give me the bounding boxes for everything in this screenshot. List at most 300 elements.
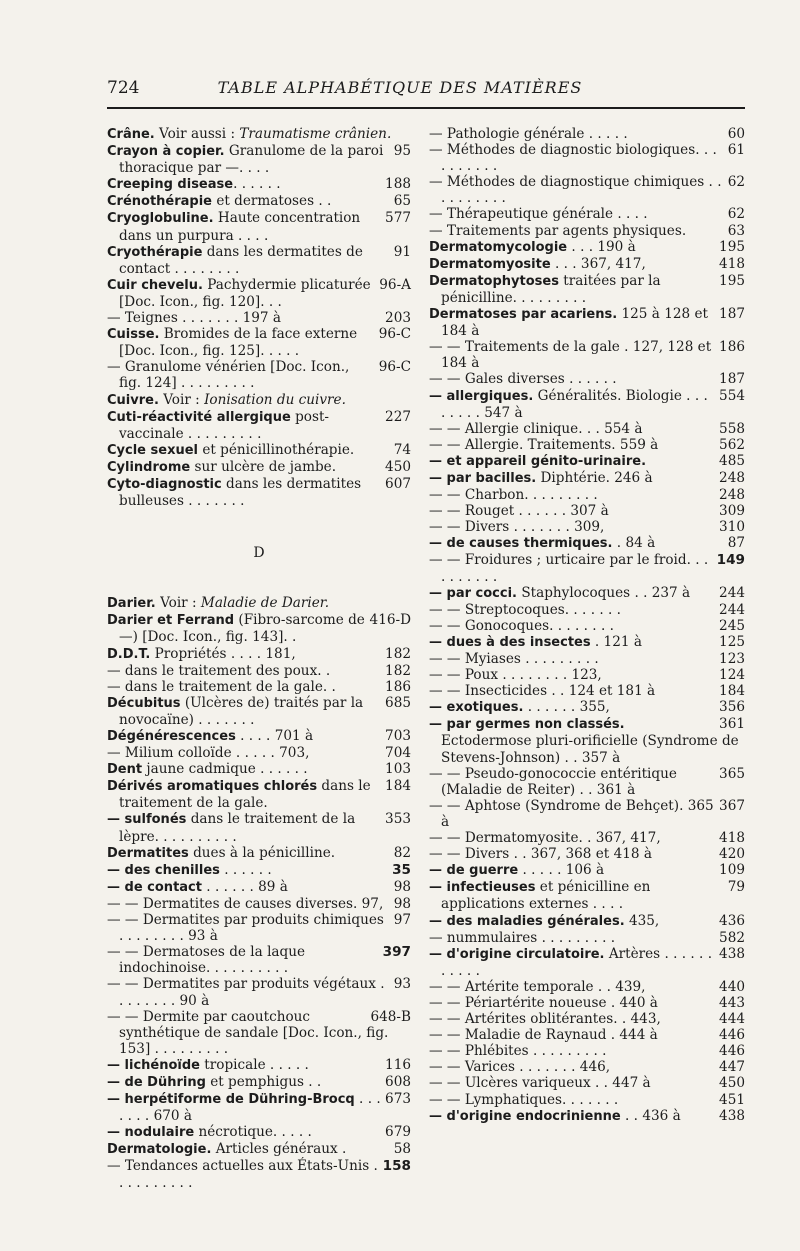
entry-text: post-vaccinale . . . . . . . . .: [119, 408, 330, 442]
index-entry: [107, 310, 411, 326]
entry-page: 356: [719, 699, 745, 716]
running-title: TABLE ALPHABÉTIQUE DES MATIÈRES: [217, 78, 583, 97]
entry-text: Bromides de la face externe [Doc. Icon., fig. 125]. . . . .: [119, 326, 358, 360]
entry-text: — — Ulcères variqueux . . 447 à: [429, 1075, 651, 1092]
entry-page: 248: [719, 469, 745, 486]
entry-text: — Milium colloïde . . . . . 703,: [107, 745, 310, 762]
index-entry: [429, 683, 745, 699]
entry-page: 577: [385, 210, 411, 227]
entry-page: 93: [393, 976, 411, 993]
entry-page: 679: [385, 1124, 411, 1141]
entry-text: . . . . . . . 670 à: [119, 1091, 381, 1125]
entry-heading: — d'origine circulatoire.: [429, 946, 605, 962]
entry-page: 58: [393, 1141, 411, 1158]
entry-page: 98: [393, 895, 411, 912]
entry-heading: Dermatites: [107, 845, 189, 861]
entry-heading: Crayon à copier.: [107, 144, 225, 160]
entry-text: et pénicilline en applications externes . . . .: [441, 879, 651, 913]
entry-text: — — Gales diverses . . . . . .: [429, 371, 617, 388]
entry-text: Voir :: [158, 391, 205, 408]
entry-page: 554: [719, 387, 745, 404]
index-entry: [107, 409, 411, 442]
section-letter: D: [253, 545, 265, 562]
index-entry: [429, 651, 745, 667]
entry-page: 103: [385, 761, 411, 778]
index-entry: [107, 1091, 411, 1124]
index-entry: [107, 1124, 411, 1141]
entry-heading: Décubitus: [107, 695, 181, 711]
entry-text: . . . 190 à: [567, 238, 636, 255]
entry-text: . . . . . . 89 à: [201, 878, 288, 895]
entry-heading: Cuisse.: [107, 327, 160, 343]
entry-heading: Cycle sexuel: [107, 442, 198, 458]
index-entry: [429, 667, 745, 683]
entry-page: 704: [385, 745, 411, 762]
entry-text: — — Varices . . . . . . . 446,: [429, 1059, 611, 1076]
entry-text: — Méthodes de diagnostic biologiques. . . . . . . . . .: [429, 142, 717, 175]
entry-page: 418: [719, 255, 745, 272]
entry-page: 61: [727, 142, 745, 159]
entry-heading: Cryoglobuline.: [107, 211, 214, 227]
entry-heading: Dérivés aromatiques chlorés: [107, 779, 318, 795]
index-entry: [107, 1158, 411, 1190]
page-number: 724: [107, 78, 140, 98]
entry-page: 87: [727, 535, 745, 552]
entry-heading: Dent: [107, 762, 143, 778]
index-entry: [429, 946, 745, 979]
entry-heading: — infectieuses: [429, 880, 536, 896]
entry-page: 186: [385, 678, 411, 695]
entry-page: 187: [719, 371, 745, 388]
entry-heading: — des chenilles: [107, 862, 220, 878]
index-entry: [107, 244, 411, 277]
entry-page: 562: [719, 436, 745, 453]
entry-text: — — Allergie clinique. . . 554 à: [429, 420, 643, 437]
index-entry: [107, 476, 411, 509]
entry-page: 309: [719, 503, 745, 520]
index-entry: [107, 695, 411, 728]
entry-page: 195: [719, 238, 745, 255]
index-entry: [429, 716, 745, 765]
entry-page: 65: [393, 193, 411, 210]
entry-text: — — Streptocoques. . . . . . .: [429, 601, 621, 618]
entry-page: 438: [719, 945, 745, 962]
index-entry: [429, 585, 745, 602]
entry-heading: Dermatomycologie: [429, 239, 568, 255]
entry-page: 703: [385, 728, 411, 744]
entry-page: 63: [727, 222, 745, 239]
index-entry: [107, 862, 411, 879]
entry-page: 582: [719, 929, 745, 946]
entry-text: — dans le traitement des poux. .: [107, 662, 331, 679]
entry-text: — — Froidures ; urticaire par le froid. . . . . . . . . .: [429, 552, 709, 585]
entry-text: (Ulcères de) traités par la novocaïne) . . . . . . .: [119, 694, 364, 728]
entry-text: . . . 367, 417,: [550, 255, 646, 272]
entry-text: tropicale . . . . .: [199, 1056, 309, 1073]
entry-heading: D.D.T.: [107, 646, 151, 662]
entry-page: 203: [385, 310, 411, 327]
entry-text: Haute concentration dans un purpura . . . .: [119, 210, 361, 244]
entry-page: 116: [385, 1056, 411, 1073]
entry-text: — — Phlébites . . . . . . . . .: [429, 1043, 607, 1060]
entry-text: — — Allergie. Traitements. 559 à: [429, 436, 659, 453]
entry-heading: Dermatologie.: [107, 1142, 212, 1158]
entry-page: 182: [385, 645, 411, 662]
entry-page: 450: [385, 458, 411, 475]
index-entry: [429, 470, 745, 487]
entry-text: — — Gonocoques. . . . . . . .: [429, 617, 614, 634]
entry-text: et pénicillinothérapie.: [198, 441, 355, 458]
index-entry: [429, 273, 745, 306]
entry-page: 607: [385, 475, 411, 492]
entry-text: nécrotique. . . . .: [194, 1124, 312, 1141]
entry-text: et pemphigus . .: [205, 1073, 322, 1090]
entry-page: 310: [719, 519, 745, 536]
index-entry: [429, 1108, 745, 1125]
entry-page: 95: [393, 143, 411, 160]
entry-text: dans le traitement de la gale.: [119, 778, 371, 812]
entry-text: — — Artérite temporale . . 439,: [429, 978, 646, 995]
index-entry: [429, 618, 745, 634]
index-entry: [107, 912, 411, 944]
entry-page: 149: [716, 552, 745, 569]
index-entry: [429, 453, 745, 470]
entry-text: — — Divers . . 367, 368 et 418 à: [429, 846, 652, 863]
entry-page: 96-C: [378, 359, 411, 376]
index-entry: [107, 1074, 411, 1091]
index-entry: [429, 602, 745, 618]
entry-text: Staphylocoques . . 237 à: [517, 584, 691, 601]
entry-page: 443: [719, 994, 745, 1011]
entry-page: 227: [385, 408, 411, 425]
entry-page: 195: [719, 272, 745, 289]
index-entry: [107, 944, 411, 976]
index-entries-c: [107, 126, 411, 509]
entry-text: . . . . 701 à: [235, 728, 314, 744]
entry-text: — — Myiases . . . . . . . . .: [429, 651, 599, 667]
entry-heading: Creeping disease: [107, 177, 234, 193]
index-entry: [429, 306, 745, 339]
entry-page: 244: [719, 584, 745, 601]
entry-text: . 84 à: [612, 535, 656, 552]
entry-page: 367: [719, 797, 745, 814]
entry-page: 182: [385, 662, 411, 679]
index-entry: [429, 1075, 745, 1091]
entry-heading: — sulfonés: [107, 812, 187, 828]
index-entry: [107, 392, 411, 409]
entry-text: . . . . . .: [233, 176, 281, 193]
index-entry: [107, 879, 411, 896]
index-entry: [429, 421, 745, 437]
entry-text: — Granulome vénérien [Doc. Icon., fig. 124] . . . . . . . . .: [107, 359, 350, 392]
index-entry: [107, 976, 411, 1008]
index-entry: [107, 442, 411, 459]
entry-text: — Pathologie générale . . . . .: [429, 126, 628, 142]
index-entry: [107, 778, 411, 811]
entry-text: dues à la pénicilline.: [188, 844, 336, 861]
entry-page: 188: [385, 176, 411, 193]
index-entry: [107, 143, 411, 176]
index-entry: [107, 663, 411, 679]
entry-page: 158: [382, 1158, 411, 1175]
entry-page: 109: [719, 862, 745, 879]
index-entry: [429, 862, 745, 879]
index-entry: [107, 193, 411, 210]
index-entry: [107, 1009, 411, 1057]
entry-heading: — par bacilles.: [429, 470, 537, 486]
entry-heading: Cuti-réactivité allergique: [107, 409, 291, 425]
entry-page: 608: [385, 1073, 411, 1090]
entry-heading: Dermatoses par acariens.: [429, 307, 618, 323]
entry-page: 184: [385, 778, 411, 795]
entry-text: Propriétés . . . . 181,: [150, 645, 296, 662]
entry-page: 648-B: [370, 1008, 411, 1025]
entry-heading: Darier.: [107, 596, 156, 612]
entry-page: 420: [719, 846, 745, 863]
index-entry: [429, 830, 745, 846]
index-entry: [107, 595, 411, 612]
index-entry: [429, 388, 745, 421]
index-entry: [429, 634, 745, 651]
entry-text: . . 436 à: [620, 1107, 681, 1124]
entry-heading: Dermatomyosite: [429, 256, 551, 272]
entry-heading: Darier et Ferrand: [107, 613, 235, 629]
index-entry: [429, 1092, 745, 1108]
index-entries-d: [107, 595, 411, 1190]
entry-page: 418: [719, 830, 745, 847]
entry-text: (Fibro-sarcome de —) [Doc. Icon., fig. 143]. .: [119, 612, 365, 646]
entry-text: — Méthodes de diagnostique chimiques . . . . . . . . . .: [429, 174, 722, 207]
entry-text: — — Divers . . . . . . . 309,: [429, 519, 605, 536]
entry-page: 416-D: [369, 612, 411, 629]
index-entry: [429, 519, 745, 535]
entry-page: 35: [392, 861, 411, 878]
index-entry: [429, 699, 745, 716]
entry-page: 74: [393, 441, 411, 458]
index-entry: [429, 930, 745, 946]
entry-text: — — Insecticides . . 124 et 181 à: [429, 683, 656, 700]
entry-heading: — dues à des insectes: [429, 634, 591, 650]
index-entry: [107, 1057, 411, 1074]
entry-heading: — de guerre: [429, 863, 519, 879]
entry-page: 125: [719, 633, 745, 650]
index-entry: [429, 223, 745, 239]
index-entry: [107, 176, 411, 193]
index-entry: [107, 126, 411, 143]
index-entry: [429, 913, 745, 930]
index-entry: [429, 487, 745, 503]
entry-heading: — nodulaire: [107, 1125, 195, 1141]
index-entry: [429, 979, 745, 995]
entry-page: 124: [719, 667, 745, 684]
entry-page: 248: [719, 487, 745, 504]
index-entry: [429, 846, 745, 862]
entry-heading: — et appareil génito-urinaire.: [429, 453, 647, 469]
entry-page: 673: [385, 1091, 411, 1108]
index-entries-right: [429, 126, 745, 1125]
entry-text: — — Rouget . . . . . . 307 à: [429, 503, 609, 520]
entry-page: 184: [719, 683, 745, 700]
index-entry: [107, 745, 411, 761]
index-entry: [429, 142, 745, 174]
entry-heading: Cylindrome: [107, 459, 191, 475]
entry-text: — Tendances actuelles aux États-Unis . . . . . . . . . .: [107, 1158, 378, 1191]
entry-text: — — Lymphatiques. . . . . . .: [429, 1091, 619, 1108]
index-entry: [107, 679, 411, 695]
entry-page: 438: [719, 1107, 745, 1124]
entry-page: 446: [719, 1043, 745, 1060]
entry-heading: — exotiques.: [429, 700, 524, 716]
entry-text: — Teignes . . . . . . . 197 à: [107, 310, 281, 327]
index-entry: [429, 1011, 745, 1027]
entry-text: — — Pseudo-gonococcie entéritique (Maladie de Reiter) . . 361 à: [429, 765, 677, 798]
entry-page: 397: [382, 944, 411, 961]
entry-page: 123: [719, 651, 745, 667]
entry-page: 244: [719, 601, 745, 618]
entry-page: 361: [719, 716, 745, 733]
entry-page: 79: [727, 879, 745, 896]
entry-reference: Ionisation du cuivre.: [204, 391, 346, 408]
entry-text: — — Maladie de Raynaud . 444 à: [429, 1027, 658, 1044]
index-entry: [429, 1027, 745, 1043]
entry-text: — — Poux . . . . . . . . 123,: [429, 667, 602, 684]
entry-page: 96-A: [379, 276, 411, 293]
index-entry: [429, 535, 745, 552]
entry-text: — — Traitements de la gale . 127, 128 et 184 à: [429, 339, 712, 372]
entry-page: 451: [719, 1091, 745, 1108]
entry-text: 435,: [624, 912, 660, 929]
index-entry: [429, 798, 745, 830]
entry-heading: — d'origine endocrinienne: [429, 1108, 621, 1124]
entry-page: 62: [727, 174, 745, 191]
entry-heading: — de causes thermiques.: [429, 536, 613, 552]
entry-text: et dermatoses . .: [212, 193, 332, 210]
index-entry: [107, 210, 411, 243]
entry-reference: Traumatisme crânien.: [239, 126, 392, 142]
entry-text: Articles généraux .: [211, 1141, 347, 1158]
index-entry: [429, 1059, 745, 1075]
entry-text: — nummulaires . . . . . . . . .: [429, 929, 616, 946]
entry-text: traitées par la pénicilline. . . . . . . . .: [441, 272, 661, 306]
entry-text: Voir :: [155, 595, 201, 612]
entry-heading: Dégénérescences: [107, 729, 236, 744]
entry-heading: — de contact: [107, 879, 202, 895]
entry-text: — — Charbon. . . . . . . . .: [429, 487, 598, 504]
index-entry: [107, 612, 411, 645]
entry-page: 82: [393, 844, 411, 861]
entry-heading: Cuir chevelu.: [107, 277, 203, 293]
entry-text: Granulome de la paroi thoracique par —. . . .: [119, 143, 384, 177]
entry-page: 447: [719, 1059, 745, 1076]
entry-text: — Thérapeutique générale . . . .: [429, 206, 648, 223]
entry-page: 440: [719, 978, 745, 995]
entry-text: — — Dermatites de causes diverses. 97,: [107, 895, 384, 912]
entry-heading: Cuivre.: [107, 392, 159, 408]
entry-heading: — allergiques.: [429, 388, 534, 404]
entry-text: dans le traitement de la lèpre. . . . . . . . . .: [119, 811, 356, 845]
entry-page: 365: [719, 765, 745, 782]
entry-text: dans les dermatites de contact . . . . . . . .: [119, 243, 363, 277]
entry-page: 485: [719, 452, 745, 469]
entry-text: 125 à 128 et 184 à: [441, 306, 708, 340]
entry-heading: — des maladies générales.: [429, 913, 625, 929]
entry-heading: — herpétiforme de Dühring-Brocq: [107, 1092, 355, 1108]
entry-page: 96-C: [378, 326, 411, 343]
index-entry: [429, 256, 745, 273]
index-column-right: [429, 126, 745, 1125]
entry-text: dans les dermatites bulleuses . . . . . . .: [119, 475, 362, 510]
index-entry: [107, 845, 411, 862]
index-entry: [107, 359, 411, 391]
entry-page: 98: [393, 878, 411, 895]
entry-page: 444: [719, 1011, 745, 1028]
index-entry: [429, 206, 745, 222]
entry-heading: Cryothérapie: [107, 244, 203, 260]
index-entry: [429, 503, 745, 519]
entry-page: 436: [719, 912, 745, 929]
entry-text: — — Dermatites par produits chimiques . . . . . . . . 93 à: [107, 912, 384, 945]
entry-page: 446: [719, 1027, 745, 1044]
entry-text: jaune cadmique . . . . . .: [142, 761, 308, 778]
header-rule: [107, 107, 745, 109]
entry-text: — — Artérites oblitérantes. . 443,: [429, 1011, 661, 1028]
entry-page: 187: [719, 306, 745, 323]
index-entry: [429, 879, 745, 912]
entry-heading: — par cocci.: [429, 585, 517, 601]
entry-heading: Crâne.: [107, 127, 155, 142]
entry-page: 245: [719, 617, 745, 634]
entry-page: 450: [719, 1075, 745, 1092]
entry-text: Ectodermose pluri-orificielle (Syndrome de Stevens-Johnson) . . 357 à: [441, 733, 739, 766]
index-entry: [429, 995, 745, 1011]
index-entry: [107, 1141, 411, 1158]
entry-page: 685: [385, 694, 411, 711]
entry-page: 186: [719, 339, 745, 356]
index-entry: [429, 339, 745, 371]
entry-text: Voir aussi :: [154, 126, 240, 142]
index-entry: [429, 437, 745, 453]
entry-text: — dans le traitement de la gale. .: [107, 678, 336, 695]
entry-text: . . . . . 106 à: [518, 862, 605, 879]
entry-text: — — Aphtose (Syndrome de Behçet). 365 à: [429, 797, 714, 830]
index-entry: [429, 1043, 745, 1059]
entry-heading: — par germes non classés.: [429, 717, 625, 733]
index-entry: [107, 761, 411, 778]
entry-text: Généralités. Biologie . . . . . . . . 547 à: [441, 387, 708, 421]
entry-heading: — de Dühring: [107, 1074, 206, 1090]
entry-text: sur ulcère de jambe.: [190, 458, 337, 475]
index-entry: [429, 371, 745, 387]
entry-text: . 121 à: [590, 633, 642, 650]
index-entry: [107, 277, 411, 310]
entry-heading: Crénothérapie: [107, 194, 213, 210]
index-entry: [107, 896, 411, 912]
index-column-left: [107, 126, 411, 1191]
entry-heading: Cyto-diagnostic: [107, 476, 222, 492]
entry-text: Artères . . . . . . . . . . .: [441, 945, 713, 979]
entry-text: — — Périartérite noueuse . 440 à: [429, 994, 658, 1011]
entry-text: Diphtérie. 246 à: [536, 469, 653, 486]
entry-text: — — Dermatites par produits végétaux . . . . . . . . 90 à: [107, 976, 385, 1009]
entry-page: 353: [385, 811, 411, 828]
entry-text: . . . . . .: [219, 861, 272, 878]
entry-page: 91: [393, 243, 411, 260]
entry-text: — — Dermatomyosite. . 367, 417,: [429, 830, 661, 847]
entry-text: Pachydermie plicaturée [Doc. Icon., fig. 120]. . .: [119, 276, 371, 310]
index-entry: [107, 811, 411, 844]
index-entry: [107, 646, 411, 663]
entry-heading: — lichénoïde: [107, 1057, 200, 1073]
